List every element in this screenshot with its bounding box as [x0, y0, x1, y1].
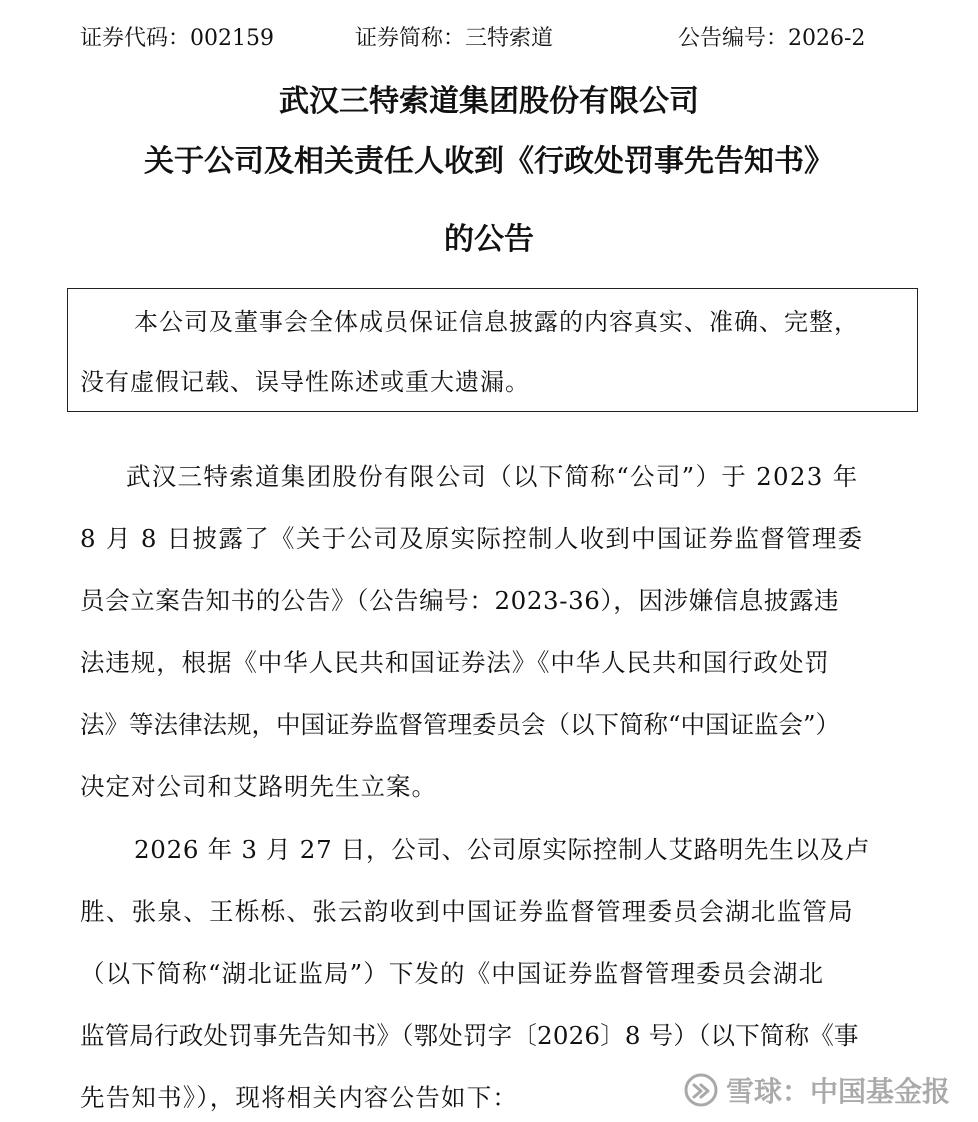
para1-line-3: 员会立案告知书的公告》（公告编号：2023-36），因涉嫌信息披露违	[80, 586, 840, 615]
stock-name: 证券简称：三特索道	[355, 26, 554, 51]
para1-line-2: 8 月 8 日披露了《关于公司及原实际控制人收到中国证券监督管理委	[80, 524, 864, 553]
document-title-subject: 关于公司及相关责任人收到《行政处罚事先告知书》	[144, 144, 834, 179]
para1-line-4: 法违规，根据《中华人民共和国证券法》《中华人民共和国行政处罚	[80, 648, 830, 677]
para2-line-1: 2026 年 3 月 27 日，公司、公司原实际控制人艾路明先生以及卢	[134, 835, 871, 864]
stock-code: 证券代码：002159	[80, 26, 274, 51]
para1-line-1: 武汉三特索道集团股份有限公司（以下简称“公司”）于 2023 年	[126, 462, 859, 491]
document-title-suffix: 的公告	[444, 222, 534, 257]
snowball-logo-icon	[684, 1073, 718, 1107]
snowball-watermark	[684, 1068, 950, 1112]
para2-line-3: （以下简称“湖北证监局”）下发的《中国证券监督管理委员会湖北	[80, 959, 825, 988]
board-statement-line-2: 没有虚假记载、误导性陈述或重大遗漏。	[80, 368, 530, 396]
para2-line-4: 监管局行政处罚事先告知书》（鄂处罚字〔2026〕8 号）（以下简称《事	[80, 1021, 859, 1050]
notice-number: 公告编号：2026-2	[678, 26, 866, 51]
para2-line-5: 先告知书》），现将相关内容公告如下：	[80, 1083, 519, 1112]
board-statement-line-1: 本公司及董事会全体成员保证信息披露的内容真实、准确、完整，	[134, 308, 859, 336]
document-title-company: 武汉三特索道集团股份有限公司	[279, 84, 699, 119]
watermark-text: 雪球：中国基金报	[725, 1075, 950, 1108]
para1-line-6: 决定对公司和艾路明先生立案。	[80, 772, 437, 801]
para2-line-2: 胜、张泉、王栎栎、张云韵收到中国证券监督管理委员会湖北监管局	[80, 897, 854, 926]
para1-line-5: 法》等法律法规，中国证券监督管理委员会（以下简称“中国证监会”）	[80, 710, 841, 739]
